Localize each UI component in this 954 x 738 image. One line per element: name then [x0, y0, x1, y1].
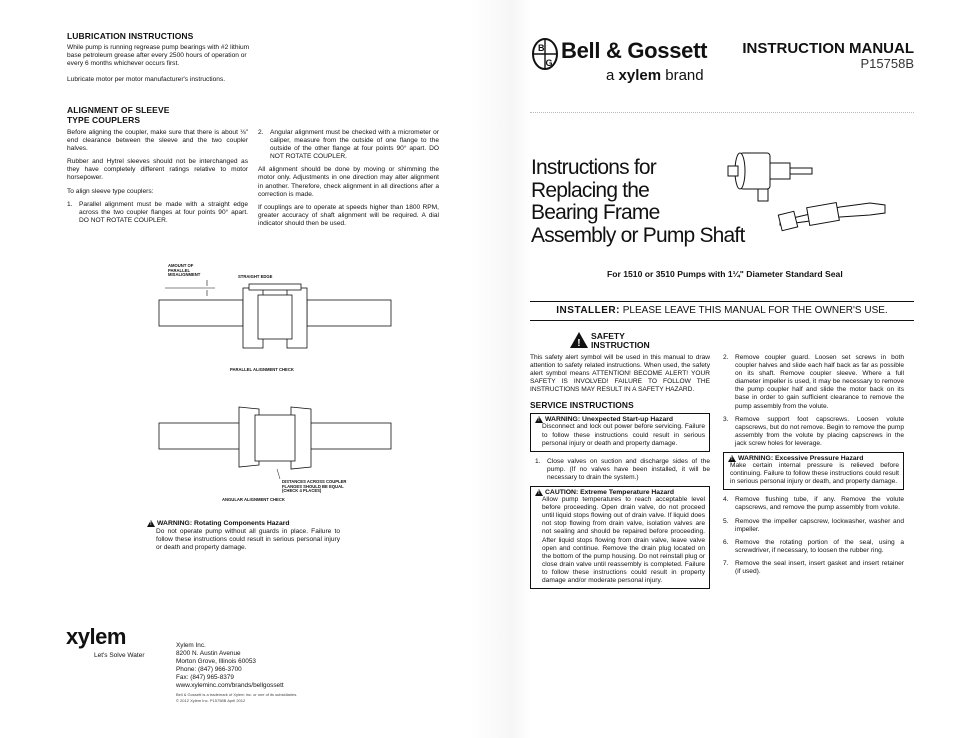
service-step-4: [723, 496, 904, 512]
warning-pressure-title: [728, 455, 899, 462]
brand-sub-a: a: [606, 67, 615, 84]
warning-pressure-title-text: WARNING: Excessive Pressure Hazard: [738, 455, 864, 463]
step-text: Parallel alignment must be made with a straight edge across the two coupler flanges at four points 90° apart. DO NOT ROTATE COUPLER.: [79, 200, 248, 224]
alignment-text-sleeves: Rubber and Hytrel sleeves should not be interchanged as they have completely different ratings relative to motor horsepower.: [67, 158, 248, 182]
warning-triangle-icon: [535, 416, 543, 423]
service-step-7: [723, 560, 904, 576]
step-number: 7.: [723, 559, 729, 567]
brand-name: Bell & Gossett: [561, 38, 708, 63]
warning-pressure-body: Make certain internal pressure is relieved before continuing. Failure to follow these instructions could result in serious personal injury or death, and property damage.: [730, 462, 899, 486]
alignment-step-1: [67, 201, 248, 225]
caution-temperature-title-text: CAUTION: Extreme Temperature Hazard: [545, 489, 675, 497]
right-column-2: [723, 354, 904, 576]
brand-sub-brand: brand: [665, 67, 704, 84]
service-heading: SERVICE INSTRUCTIONS: [530, 400, 634, 411]
alignment-column-2: [258, 129, 439, 228]
step-number: 3.: [723, 415, 729, 423]
alignment-text-speed: If couplings are to operate at speeds higher than 1800 RPM, greater accuracy of shaft alignment will be required. A dial indicator should then be used.: [258, 203, 439, 227]
installer-message: PLEASE LEAVE THIS MANUAL FOR THE OWNER'S USE.: [619, 305, 888, 316]
step-text: Close valves on suction and discharge sides of the pump. (If no valves have been installed, it will be necessary to drain the system.): [547, 457, 710, 481]
safety-title-line1: SAFETY: [591, 331, 625, 341]
step-text: Remove support foot capscrews. Loosen volute capscrews, but do not remove. Begin to remove the pump assembly from the volute by placing capscrews in the jack screw holes for leverage.: [735, 415, 904, 447]
right-page: [530, 0, 954, 738]
footer-phone: Phone: (847) 966-3700: [176, 666, 242, 673]
alignment-column-1: [67, 129, 248, 225]
alignment-heading-line2: TYPE COUPLERS: [67, 115, 141, 125]
straight-edge-label: STRAIGHT EDGE: [238, 274, 273, 279]
footer-address: [176, 642, 284, 690]
lubrication-text-2: Lubricate motor per motor manufacturer's instructions.: [67, 76, 226, 83]
alignment-text-shimming: All alignment should be done by moving or shimming the motor only. Adjustments in one direction may alter alignment in another. Therefore, check alignment in all directions after a correction is made.: [258, 166, 439, 198]
manual-title: INSTRUCTION MANUAL: [742, 40, 914, 57]
main-title-line4: Assembly or Pump Shaft: [531, 223, 745, 247]
right-column-1: [530, 354, 710, 589]
step-number: 5.: [723, 517, 729, 525]
svg-text:!: !: [577, 338, 581, 348]
main-title: [531, 157, 745, 247]
step-text: Remove the seal insert, insert gasket and insert retainer (if used).: [735, 559, 904, 575]
footer-copyright: © 2012 Xylem Inc. P15758B April 2012: [176, 698, 246, 703]
safety-alert-icon: [570, 332, 588, 348]
step-number: 2.: [258, 129, 264, 136]
warning-startup-box: [530, 413, 710, 451]
warning-rotating-title: [147, 520, 340, 527]
step-text: Remove the impeller capscrew, lockwasher, washer and impeller.: [735, 517, 904, 533]
alignment-heading-line1: ALIGNMENT OF SLEEVE: [67, 105, 170, 115]
caution-triangle-icon: [535, 489, 543, 496]
warning-startup-body: Disconnect and lock out power before servicing. Failure to follow these instructions could result in serious personal injury or death and property damage.: [542, 423, 705, 447]
footer-fax: Fax: (847) 965-8379: [176, 674, 234, 681]
manual-code: P15758B: [860, 56, 914, 71]
warning-triangle-icon: [728, 455, 736, 462]
header-dotted-rule: [530, 112, 914, 113]
safety-title: [591, 332, 650, 350]
installer-bar: [530, 301, 914, 321]
caution-temperature-body: Allow pump temperatures to reach acceptable level before proceeding. Open drain valve, do not proceed until liquid stops flowing out of drain valve. If liquid does not stop flowing from drain valve, isolation valves are not sealing and should be repaired before proceeding. After liquid stops flowing from drain valve, leave valve open and continue. Remove the drain plug located on the bottom of the pump housing. Do not reinstall plug or close drain valve until reassembly is completed. Failure to follow these instructions could result in property damage and/or moderate personal injury.: [542, 496, 705, 584]
brand-subline: [606, 67, 704, 84]
bearing-frame-shaft-illustration: [720, 133, 900, 243]
step-text: Remove the rotating portion of the seal, using a screwdriver, if necessary, to loosen the rubber ring.: [735, 538, 904, 554]
installer-label: INSTALLER:: [556, 305, 620, 316]
step-number: 1.: [67, 200, 73, 208]
alignment-text-intro: To align sleeve type couplers:: [67, 187, 154, 195]
step-number: 4.: [723, 496, 729, 504]
angular-alignment-diagram: [155, 385, 395, 495]
xylem-tagline: Let's Solve Water: [94, 652, 145, 659]
main-title-line2: Replacing the: [531, 178, 650, 202]
svg-text:B: B: [538, 43, 545, 53]
safety-title-line2: INSTRUCTION: [591, 340, 650, 350]
warning-pressure-box: [723, 452, 904, 490]
service-step-3: [723, 416, 904, 448]
step-text: Remove flushing tube, if any. Remove the volute capscrews, and remove the pump assembly from volute.: [735, 496, 904, 512]
svg-text:G: G: [545, 58, 553, 68]
footer-address-line1: 8200 N. Austin Avenue: [176, 650, 241, 657]
subtitle: For 1510 or 3510 Pumps with 1¼" Diameter Standard Seal: [607, 269, 843, 279]
footer-address-line2: Morton Grove, Illinois 60053: [176, 658, 256, 665]
angular-alignment-caption: ANGULAR ALIGNMENT CHECK: [222, 497, 285, 502]
bell-gossett-emblem-icon: [531, 37, 559, 71]
left-page: [0, 0, 470, 738]
footer-website: www.xyleminc.com/brands/bellgossett: [176, 682, 284, 689]
step-text: Remove coupler guard. Loosen set screws in both coupler halves and slide each half back as far as possible on its shaft. Remove coupler sleeve. Where a full diameter impeller is used, it may be necessary to remove the pump coupler half and slide the motor back on its base in order to gain sufficient clearance to remove the pump assembly from the volute.: [735, 354, 904, 410]
alignment-text-clearance: Before aligning the coupler, make sure that there is about ⅛" end clearance between the sleeve and the two coupler halves.: [67, 129, 248, 153]
service-step-5: [723, 518, 904, 534]
footer-trademark: Bell & Gossett is a trademark of Xylem Inc. or one of its subsidiaries.: [176, 692, 298, 697]
main-title-line3: Bearing Frame: [531, 201, 660, 224]
warning-startup-title: [535, 416, 705, 423]
step-text: Angular alignment must be checked with a micrometer or caliper, measure from the outside of one flange to the outside of the other flange at four points 90° apart. DO NOT ROTATE COUPLER.: [270, 129, 439, 161]
caution-temperature-box: [530, 486, 710, 589]
footer-fineprint: [176, 692, 297, 704]
step-number: 1.: [535, 457, 541, 465]
page-fold-divider: [470, 0, 530, 738]
warning-triangle-icon: [147, 520, 155, 527]
lubrication-text-1: While pump is running regrease pump bearings with #2 lithium base petroleum grease after every 2500 hours of operation or every 6 months whichever occurs first.: [67, 44, 250, 68]
distances-label: DISTANCES ACROSS COUPLER FLANGES SHOULD BE EQUAL (CHECK 4 PLACES): [282, 479, 347, 494]
warning-rotating-title-text: WARNING: Rotating Components Hazard: [157, 520, 290, 527]
caution-temperature-title: [535, 489, 705, 496]
safety-body: This safety alert symbol will be used in this manual to draw attention to safety related instructions. When used, the safety alert symbol means ATTENTION! BECOME ALERT! YOUR SAFETY IS INVOLVED! FAILURE TO FOLLOW THE INSTRUCTIONS MAY RESULT IN A SAFETY HAZARD.: [530, 354, 710, 394]
parallel-misalignment-label: AMOUNT OF PARALLEL MISALIGNMENT: [168, 263, 201, 278]
main-title-line1: Instructions for: [531, 156, 656, 179]
warning-rotating-body: Do not operate pump without all guards in place. Failure to follow these instructions could result in serious personal injury or death and property damage.: [156, 528, 340, 552]
parallel-alignment-caption: PARALLEL ALIGNMENT CHECK: [230, 367, 294, 372]
footer-company: Xylem Inc.: [176, 642, 206, 649]
step-number: 2.: [723, 354, 729, 361]
xylem-logo: xylem: [66, 624, 126, 649]
warning-startup-title-text: WARNING: Unexpected Start-up Hazard: [545, 416, 674, 424]
lubrication-heading: LUBRICATION INSTRUCTIONS: [67, 31, 194, 41]
service-step-1: [530, 458, 710, 482]
service-step-2: [723, 354, 904, 411]
alignment-step-2: [258, 129, 439, 161]
brand-sub-xylem: xylem: [618, 67, 662, 84]
step-number: 6.: [723, 538, 729, 546]
service-step-6: [723, 539, 904, 555]
warning-rotating-components: [147, 520, 340, 552]
